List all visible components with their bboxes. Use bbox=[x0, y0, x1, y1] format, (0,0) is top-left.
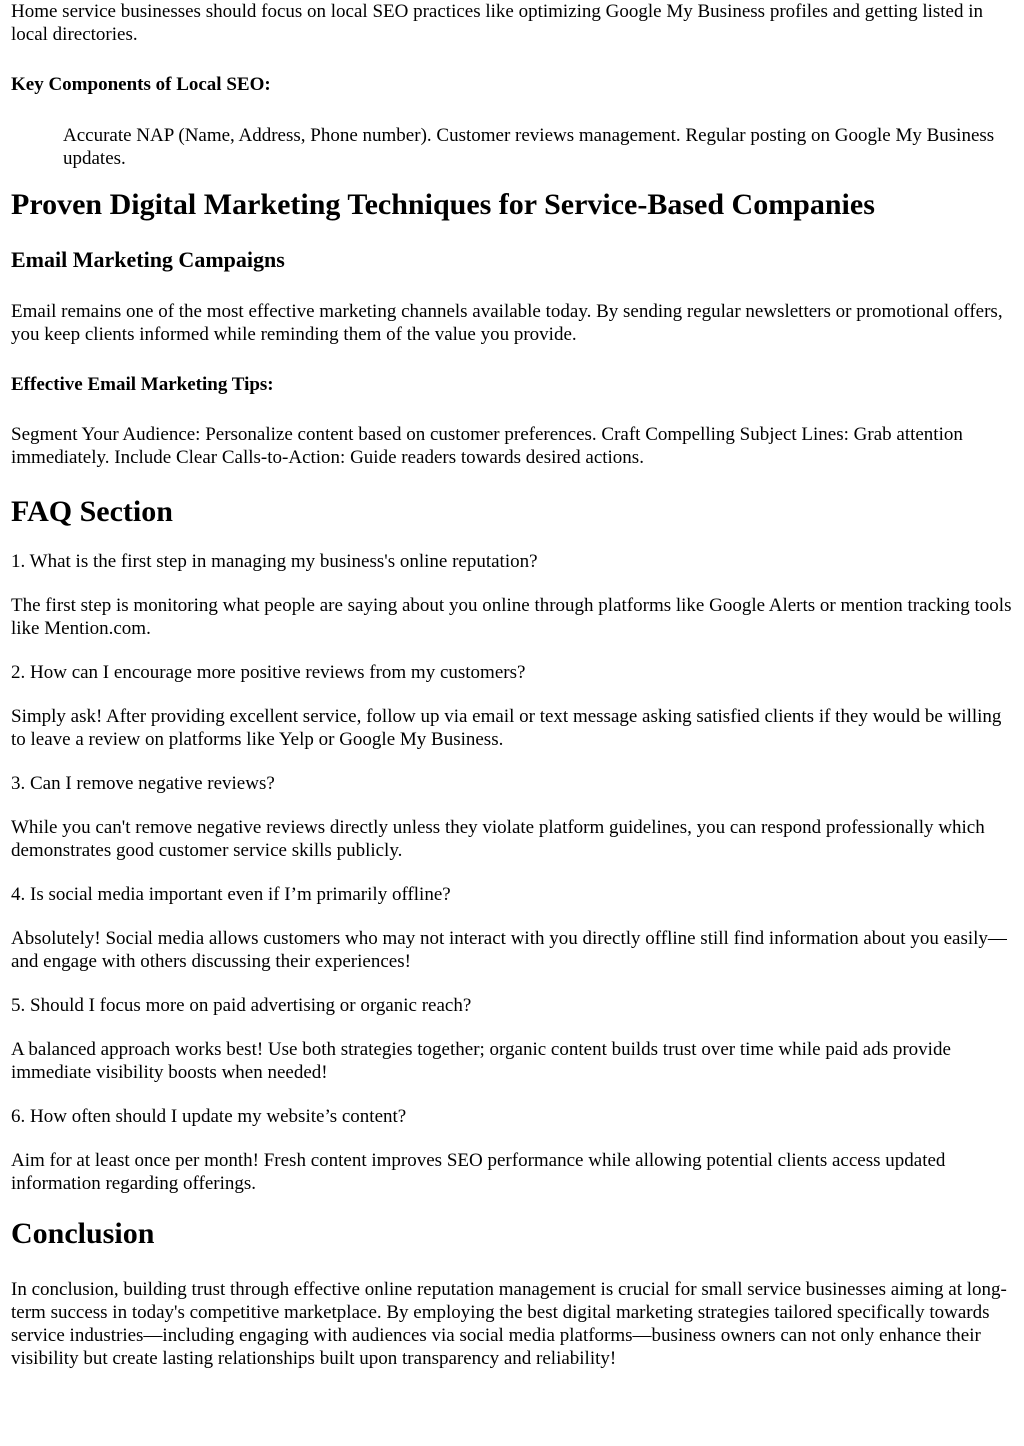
faq-question: 2. How can I encourage more positive reviews from my customers? bbox=[11, 662, 526, 683]
conclusion-heading: Conclusion bbox=[11, 1217, 155, 1250]
email-tips-paragraph: Segment Your Audience: Personalize content based on customer preferences. Craft Compelling Subject Lines: Grab attention immediately. Include Clear Calls-to-Action: Guide readers towards desired actions. bbox=[11, 424, 963, 468]
faq-question: 5. Should I focus more on paid advertising or organic reach? bbox=[11, 995, 472, 1016]
faq-answer: Simply ask! After providing excellent service, follow up via email or text message asking satisfied clients if they would be willing to leave a review on platforms like Yelp or Google My Business. bbox=[11, 706, 1002, 750]
email-tips-heading: Effective Email Marketing Tips: bbox=[11, 374, 274, 395]
faq-question: 3. Can I remove negative reviews? bbox=[11, 773, 275, 794]
faq-question: 4. Is social media important even if I’m primarily offline? bbox=[11, 884, 451, 905]
faq-answer: Absolutely! Social media allows customers who may not interact with you directly offline still find information about you easily—and engage with others discussing their experiences! bbox=[11, 928, 1007, 972]
intro-paragraph: Home service businesses should focus on local SEO practices like optimizing Google My Business profiles and getting listed in local directories. bbox=[11, 1, 984, 45]
faq-answer: While you can't remove negative reviews directly unless they violate platform guidelines, you can respond professionally which demonstrates good customer service skills publicly. bbox=[11, 817, 985, 861]
local-seo-blockquote: Accurate NAP (Name, Address, Phone number). Customer reviews management. Regular posting on Google My Business updates. bbox=[63, 125, 995, 169]
faq-question: 1. What is the first step in managing my business's online reputation? bbox=[11, 551, 538, 572]
techniques-heading: Proven Digital Marketing Techniques for Service-Based Companies bbox=[11, 188, 875, 221]
conclusion-paragraph: In conclusion, building trust through effective online reputation management is crucial for small service businesses aiming at long-term success in today's competitive marketplace. By employing the best digital marketing strategies tailored specifically towards service industries—including engaging with audiences via social media platforms—business owners can not only enhance their visibility but create lasting relationships built upon transparency and reliability! bbox=[11, 1279, 1007, 1369]
faq-list bbox=[11, 550, 1013, 1195]
faq-heading: FAQ Section bbox=[11, 495, 173, 528]
email-campaigns-heading: Email Marketing Campaigns bbox=[11, 247, 285, 272]
email-campaigns-paragraph: Email remains one of the most effective marketing channels available today. By sending regular newsletters or promotional offers, you keep clients informed while reminding them of the value you provide. bbox=[11, 301, 1003, 345]
local-seo-heading: Key Components of Local SEO: bbox=[11, 74, 271, 95]
faq-answer: A balanced approach works best! Use both strategies together; organic content builds trust over time while paid ads provide immediate visibility boosts when needed! bbox=[11, 1039, 951, 1083]
faq-answer: The first step is monitoring what people are saying about you online through platforms like Google Alerts or mention tracking tools like Mention.com. bbox=[11, 595, 1012, 639]
faq-question: 6. How often should I update my website’s content? bbox=[11, 1106, 407, 1127]
faq-answer: Aim for at least once per month! Fresh content improves SEO performance while allowing potential clients access updated information regarding offerings. bbox=[11, 1150, 946, 1194]
